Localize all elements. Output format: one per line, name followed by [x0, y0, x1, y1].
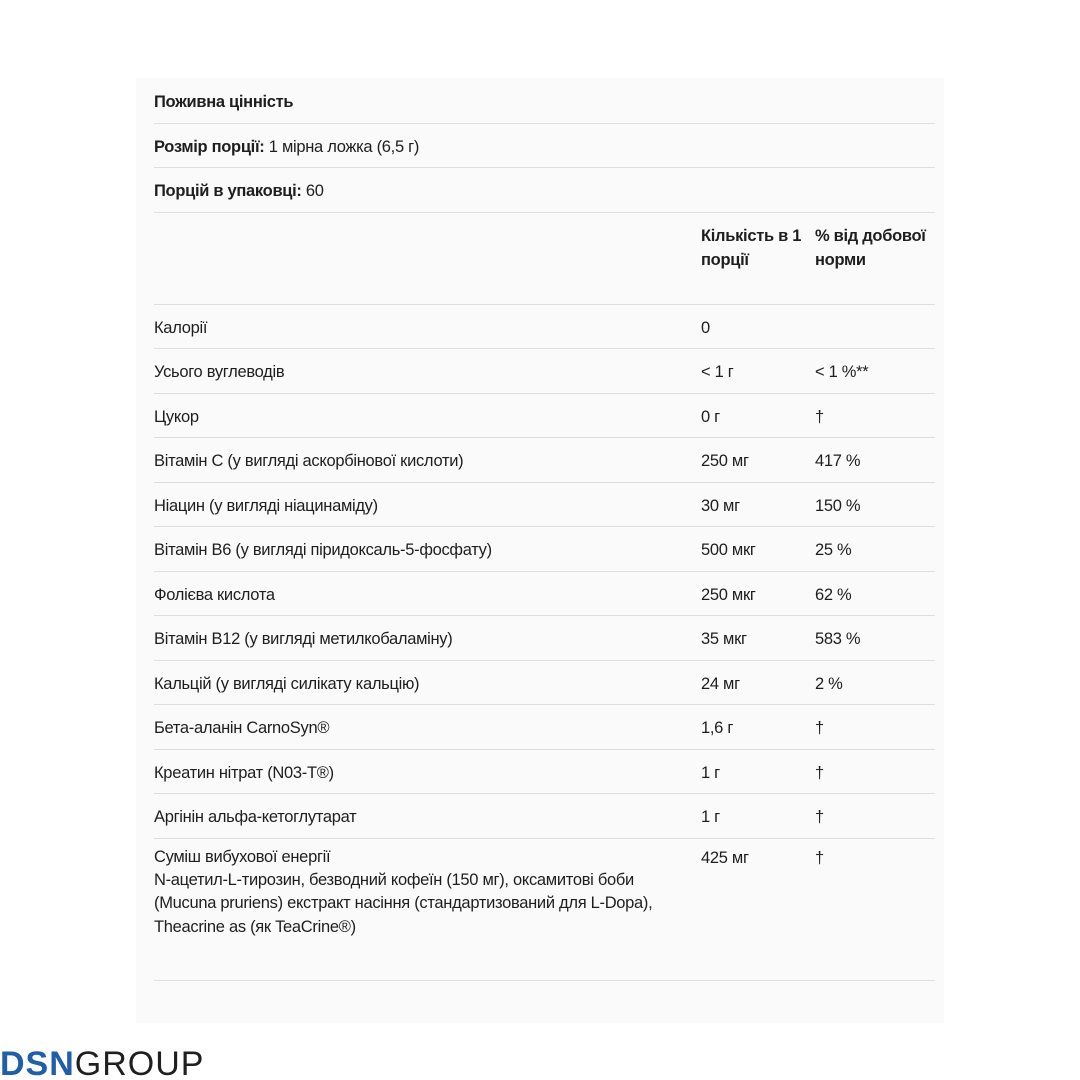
nutrient-name: Аргінін альфа-кетоглутарат: [154, 808, 357, 826]
table-row: [154, 661, 935, 706]
nutrient-dv: †: [815, 763, 824, 782]
nutrient-name: Вітамін B12 (у вигляді метилкобаламіну): [154, 630, 453, 648]
blend-line: N-ацетил-L-тирозин, безводний кофеїн (150 мг), оксамитові боби: [154, 870, 634, 889]
nutrient-amount: 0 г: [701, 407, 720, 426]
serving-size-label: Розмір порції:: [154, 137, 265, 156]
nutrient-amount: 30 мг: [701, 496, 740, 515]
nutrient-rows: [154, 305, 935, 839]
column-header-row: [154, 213, 935, 305]
nutrient-name: Цукор: [154, 407, 199, 426]
column-header-dv: % від добової норми: [815, 226, 926, 269]
nutrient-name: Вітамін C (у вигляді аскорбінової кислоти): [154, 452, 464, 470]
nutrient-amount: 250 мг: [701, 452, 749, 470]
logo-dsn-text: DSN: [0, 1045, 75, 1080]
blend-line: Суміш вибухової енергії: [154, 847, 331, 866]
serving-size-value: 1 мірна ложка (6,5 г): [264, 137, 420, 156]
servings-per-container-value: 60: [301, 182, 324, 200]
nutrient-name: Кальцій (у вигляді силікату кальцію): [154, 674, 420, 693]
nutrient-amount: 250 мкг: [701, 585, 756, 604]
nutrient-name: Калорії: [154, 318, 208, 337]
blend-amount: 425 мг: [701, 848, 749, 867]
nutrient-dv: †: [815, 808, 824, 826]
nutrient-name: Усього вуглеводів: [154, 363, 285, 381]
nutrient-amount: 35 мкг: [701, 630, 747, 648]
nutrient-dv: †: [815, 407, 824, 426]
nutrient-amount: 0: [701, 318, 710, 337]
nutrient-name: Бета-аланін CarnoSyn®: [154, 719, 330, 737]
nutrient-dv: †: [815, 719, 824, 737]
servings-per-container-row: [154, 168, 935, 213]
nutrient-dv: 583 %: [815, 630, 861, 648]
nutrient-name: Ніацин (у вигляді ніацинаміду): [154, 496, 378, 515]
table-row: [154, 394, 935, 439]
nutrient-dv: < 1 %**: [815, 363, 869, 381]
nutrient-name: Вітамін B6 (у вигляді піридоксаль-5-фосфату): [154, 541, 492, 559]
nutrient-dv: 25 %: [815, 541, 852, 559]
nutrient-dv: 417 %: [815, 452, 861, 470]
table-row: [154, 527, 935, 572]
nutrient-dv: 62 %: [815, 585, 852, 604]
blend-description: [154, 846, 701, 940]
table-row: [154, 483, 935, 528]
serving-size-row: [154, 124, 935, 169]
nutrient-amount: 1 г: [701, 808, 720, 826]
table-row: [154, 349, 935, 394]
table-row: [154, 572, 935, 617]
table-row-blend: [154, 839, 935, 981]
table-row: [154, 705, 935, 750]
blend-line: Theacrine as (як TeaCrine®): [154, 917, 356, 936]
table-title-row: [154, 79, 935, 124]
nutrient-amount: 24 мг: [701, 674, 740, 693]
nutrition-facts-table: [154, 79, 935, 981]
table-row: [154, 305, 935, 350]
blend-dv: †: [815, 848, 824, 867]
table-row: [154, 616, 935, 661]
blend-line: (Mucuna pruriens) екстракт насіння (стандартизований для L-Dopa),: [154, 894, 653, 913]
nutrient-name: Креатин нітрат (N03-T®): [154, 763, 334, 782]
table-row: [154, 750, 935, 795]
nutrient-amount: 500 мкг: [701, 541, 756, 559]
logo-group-text: GROUP: [74, 1045, 205, 1080]
dsn-group-logo: [0, 1047, 204, 1080]
table-row: [154, 794, 935, 839]
table-row: [154, 438, 935, 483]
table-title: Поживна цінність: [154, 93, 294, 111]
nutrient-name: Фолієва кислота: [154, 585, 275, 604]
nutrient-amount: 1 г: [701, 763, 720, 782]
nutrient-dv: 2 %: [815, 674, 843, 693]
nutrient-amount: < 1 г: [701, 363, 734, 381]
nutrient-dv: 150 %: [815, 496, 861, 515]
servings-per-container-label: Порцій в упаковці:: [154, 182, 302, 200]
nutrient-amount: 1,6 г: [701, 719, 734, 737]
column-header-amount: Кількість в 1 порції: [701, 226, 802, 269]
